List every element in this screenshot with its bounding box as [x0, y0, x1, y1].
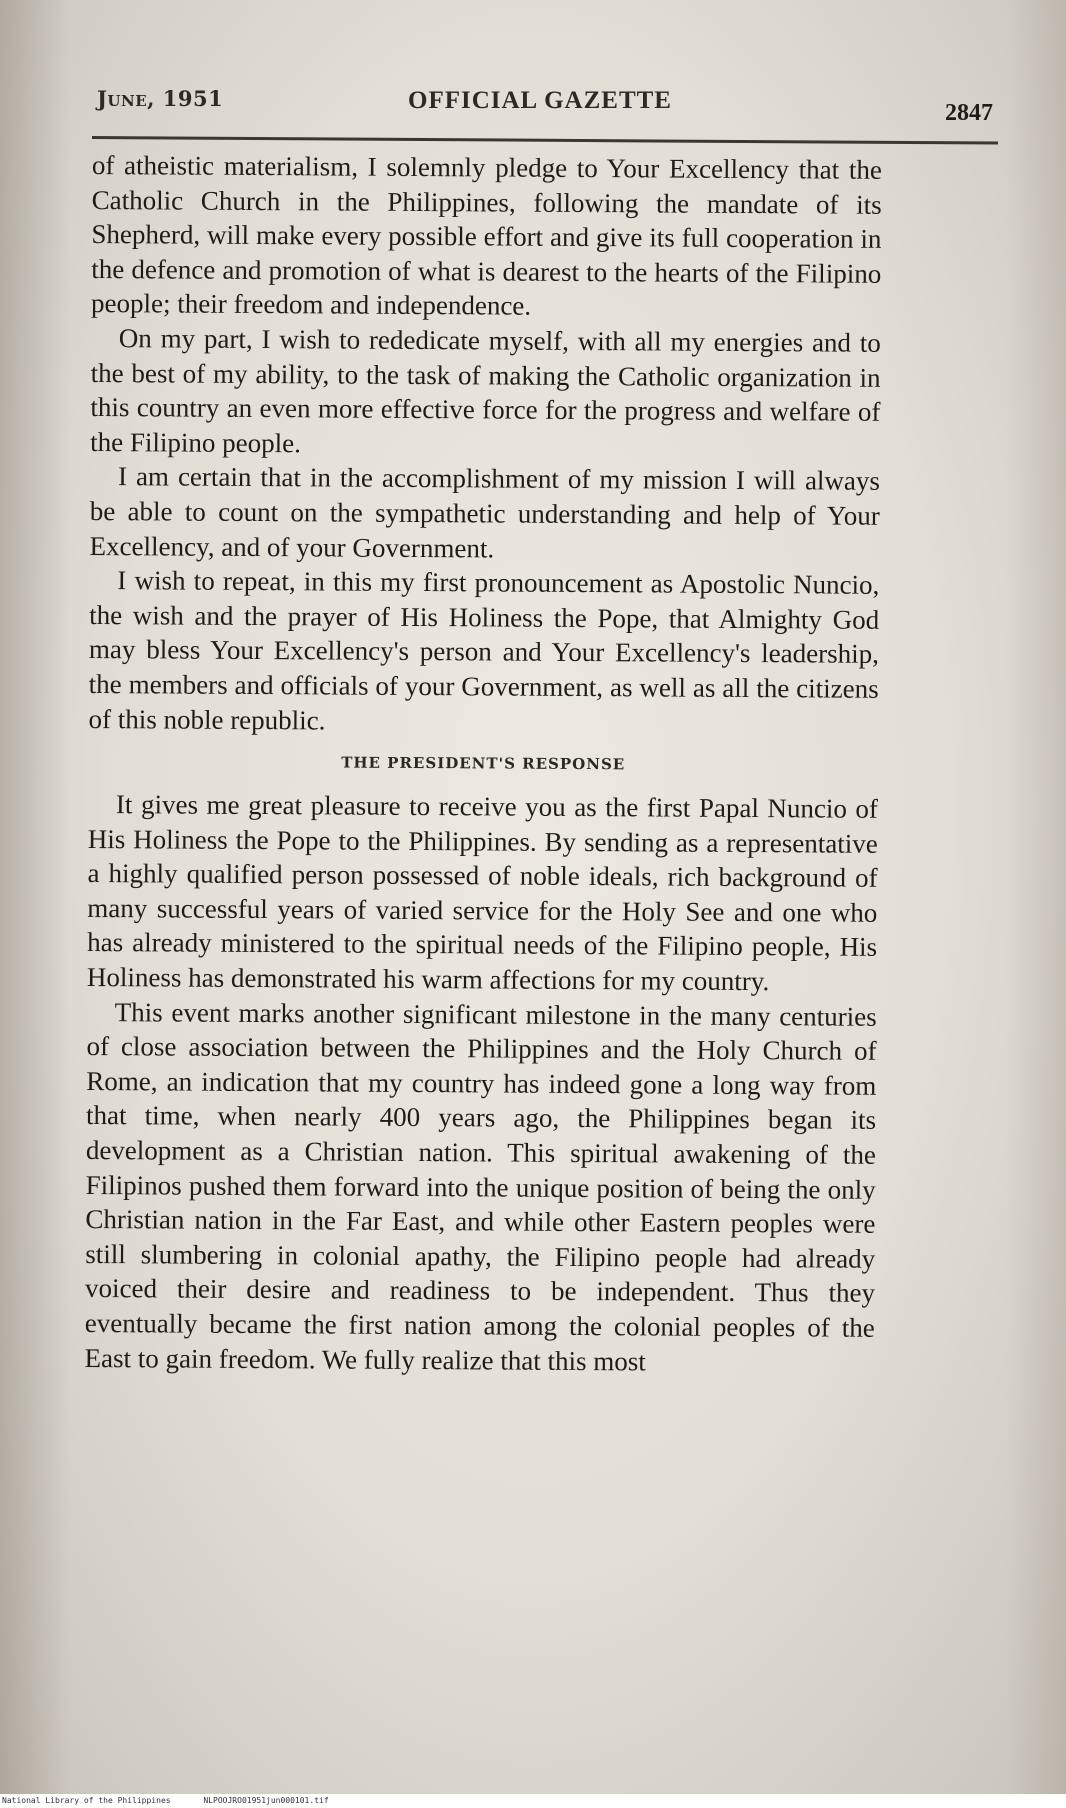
scan-footer: [0, 1794, 1066, 1808]
section-heading: THE PRESIDENT'S RESPONSE: [341, 753, 626, 774]
article-body: [85, 148, 882, 1380]
paragraph: I am certain that in the accomplishment of my mission I will always be able to count on the sympathetic understanding and help of Your Excellency, and of your Government.: [89, 461, 881, 563]
issue-date: June, 1951: [97, 86, 224, 111]
page-number: 2847: [945, 100, 993, 126]
source-library: National Library of the Philippines: [2, 1796, 171, 1805]
paragraph: On my part, I wish to rededicate myself, with all my energies and to the best of my ability, to the task of making the Catholic organization in this country an even more effective force for the progress and welfare of the Filipino people.: [90, 323, 881, 459]
paragraph: I wish to repeat, in this my first pronouncement as Apostolic Nuncio, the wish and the prayer of His Holiness the Pope, that Almighty God may bless Your Excellency's person and Your Excellency's leadership, the members and officials of your Government, as well as all the citizens of this noble republic.: [88, 565, 880, 735]
publication-title: OFFICIAL GAZETTE: [408, 87, 672, 114]
source-file: NLPOOJRO01951jun000101.tif: [203, 1796, 329, 1805]
page-shadow-left: [0, 0, 70, 1794]
page-shadow-right: [1006, 0, 1066, 1794]
paragraph: It gives me great pleasure to receive you as the first Papal Nuncio of His Holiness the Pope to the Philippines. By sending as a representative a highly qualified person possessed of noble ideals, rich background of many successful years of varied service for the Holy See and one who has already ministered to the spiritual needs of the Filipino people, His Holiness has demonstrated his warm affections for my country.: [86, 789, 879, 997]
paragraph: This event marks another significant milestone in the many centuries of close association between the Philippines and the Holy Church of Rome, an indication that my country has indeed gone a long way from that time, when nearly 400 years ago, the Philippines began its development as a Christian nation. This spiritual awakening of the Filipinos pushed them forward into the unique position of being the only Christian nation in the Far East, and while other Eastern peoples were still slumbering in colonial apathy, the Filipino people had already voiced their desire and readiness to be independent. Thus they eventually became the first nation among the colonial peoples of the East to gain freedom. We fully realize that this most: [84, 996, 877, 1376]
running-header: [0, 82, 1066, 132]
paragraph: of atheistic materialism, I solemnly pledge to Your Excellency that the Catholic Church in the Philippines, following the mandate of its Shepherd, will make every possible effort and give its full cooperation in the defence and promotion of what is dearest to the hearts of the Filipino people; their freedom and independence.: [90, 149, 882, 322]
header-rule: [92, 136, 998, 145]
